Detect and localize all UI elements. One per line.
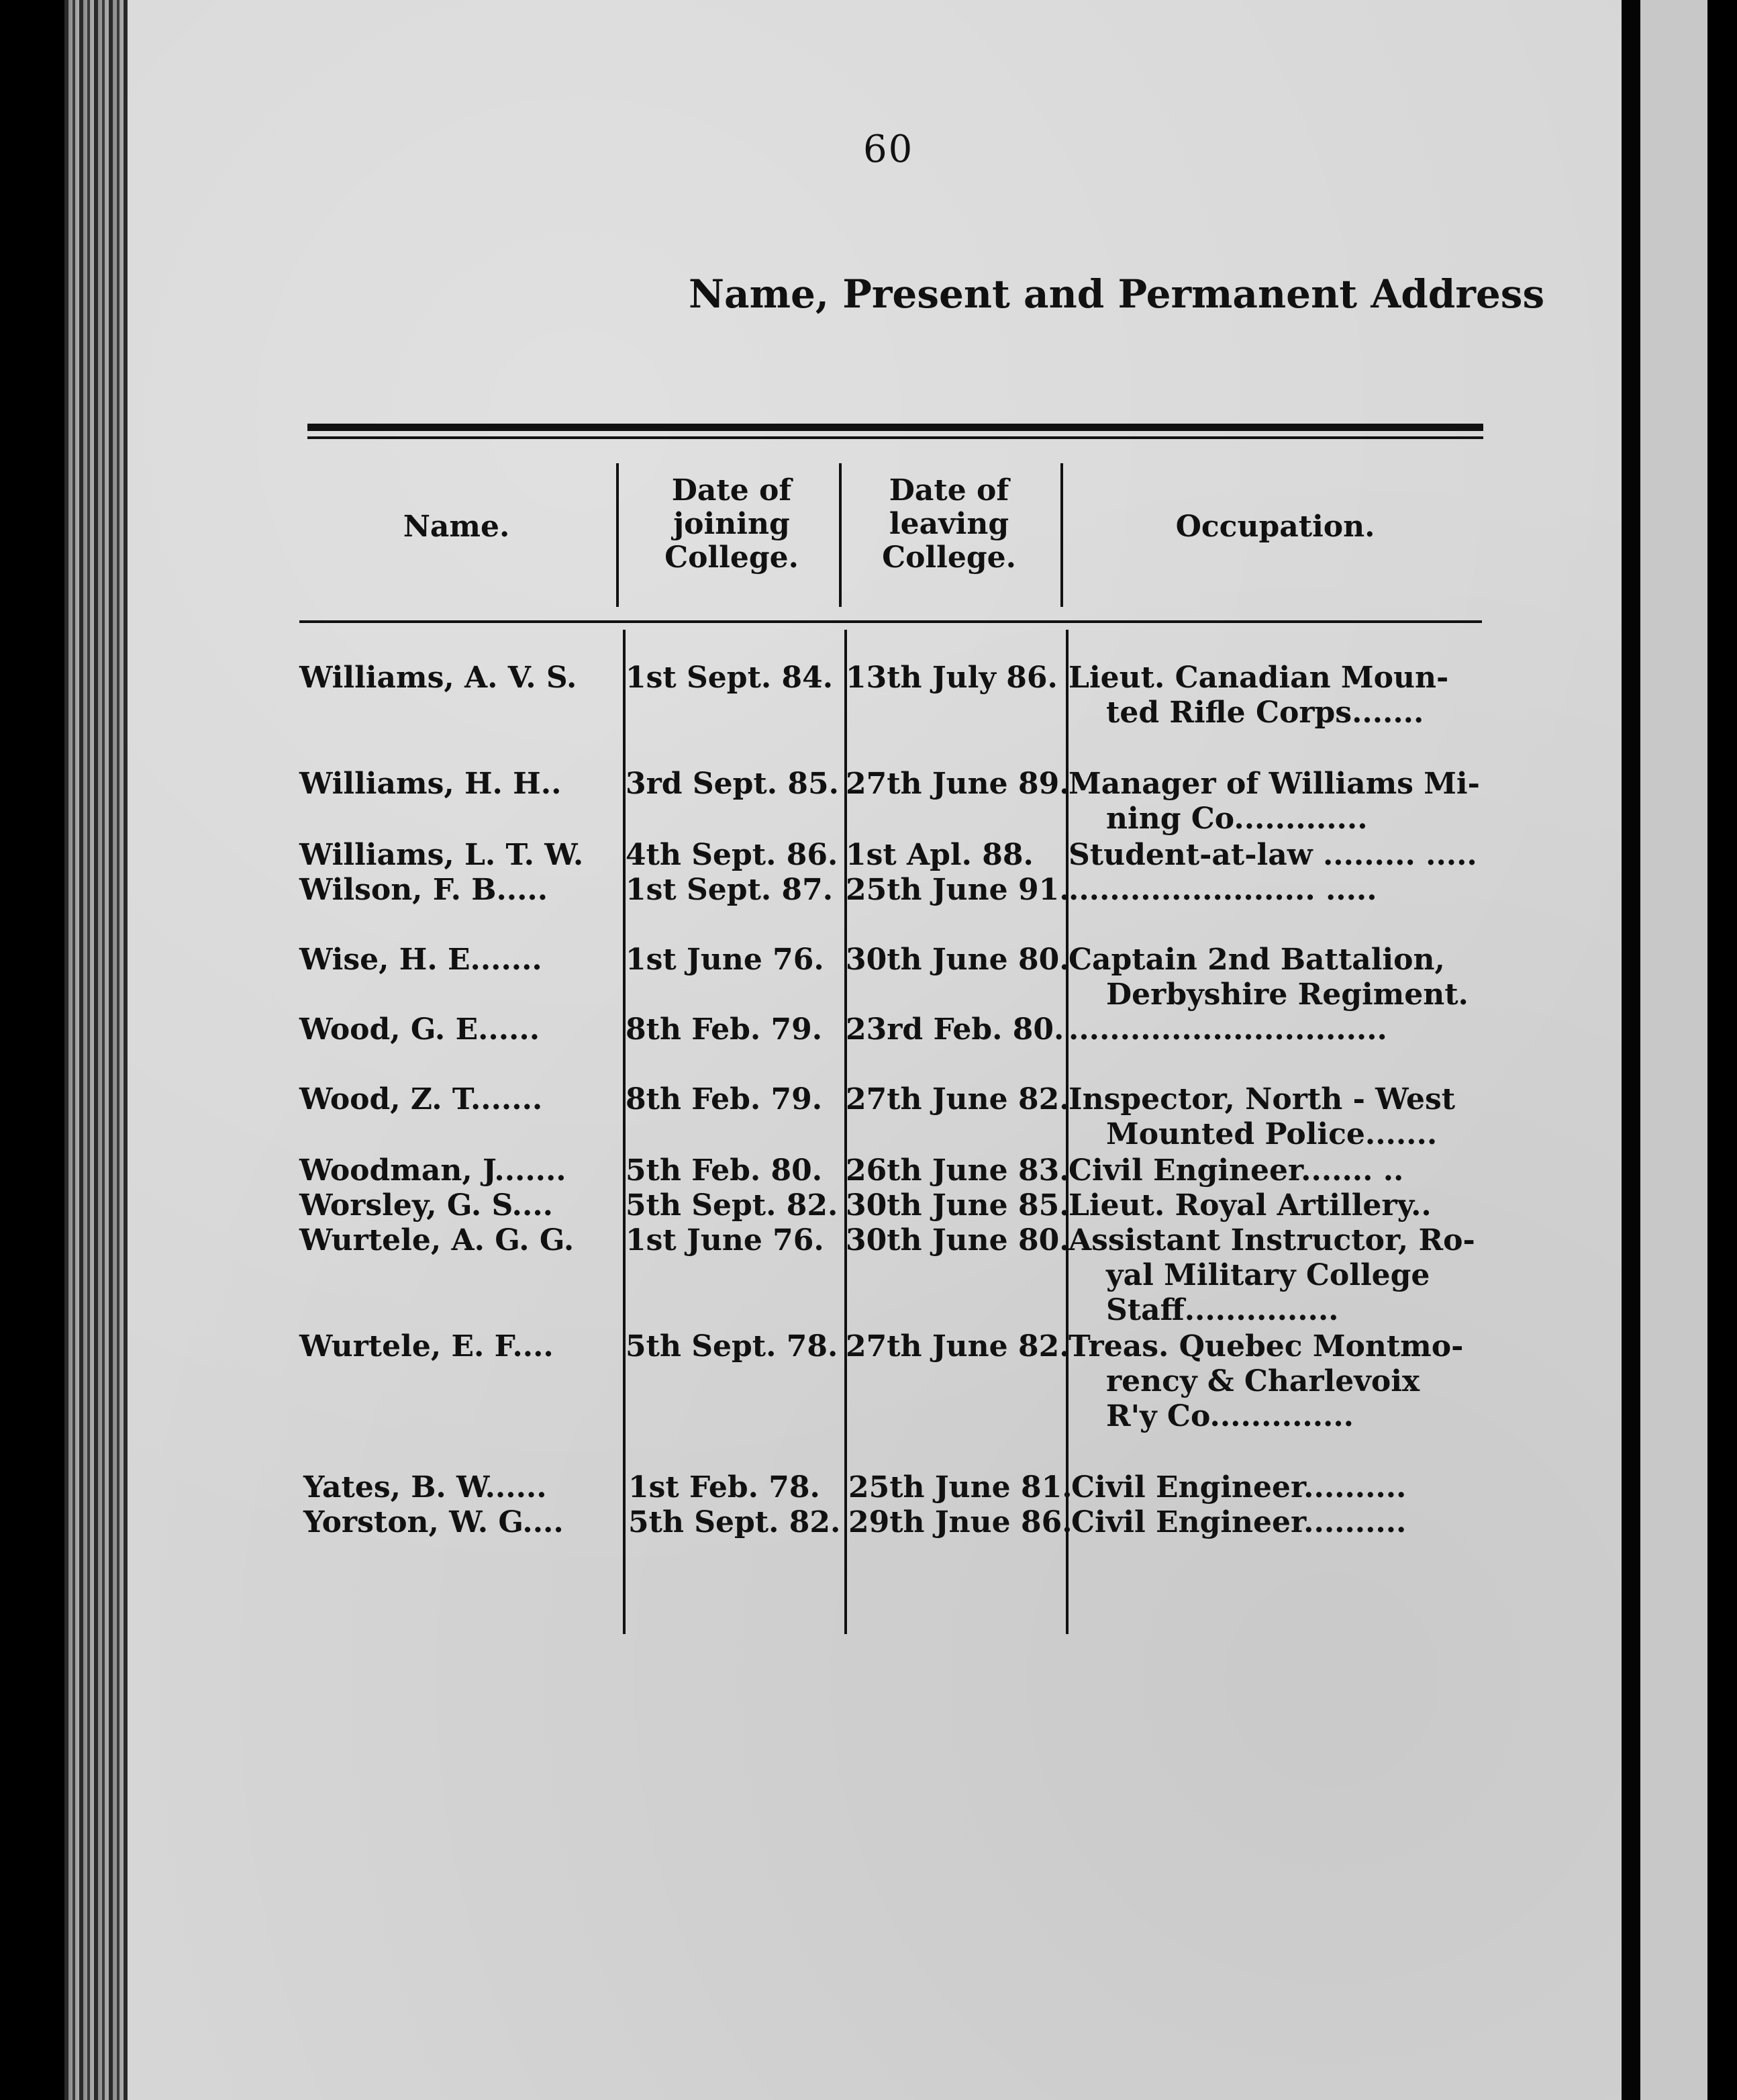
row-occupation <box>1069 943 1469 1012</box>
row-name: Yorston, W. G.... <box>303 1505 564 1539</box>
row-left: 30th June 85. <box>846 1188 1070 1223</box>
row-left: 1st Apl. 88. <box>846 838 1034 872</box>
row-joined: 8th Feb. 79. <box>626 1082 823 1116</box>
occupation-line: Manager of Williams Mi- <box>1069 767 1480 801</box>
row-occupation <box>1069 1153 1403 1188</box>
header-joined-line: College. <box>664 540 799 575</box>
occupation-line: ........................ ..... <box>1069 873 1377 907</box>
row-name: Williams, A. V. S. <box>299 661 577 695</box>
adjacent-page <box>1640 0 1707 2100</box>
header-divider <box>616 463 619 607</box>
header-joined-line: joining <box>673 507 790 541</box>
row-name: Wood, G. E...... <box>299 1012 540 1047</box>
row-left: 25th June 81. <box>848 1470 1073 1505</box>
row-left: 30th June 80. <box>846 1223 1070 1257</box>
occupation-line: Lieut. Royal Artillery.. <box>1069 1188 1432 1223</box>
row-joined: 5th Sept. 82. <box>628 1505 841 1539</box>
row-left: 30th June 80. <box>846 943 1070 977</box>
occupation-line: Derbyshire Regiment. <box>1106 977 1469 1012</box>
row-left: 27th June 89. <box>846 767 1070 801</box>
row-occupation <box>1069 1188 1432 1223</box>
row-name: Wood, Z. T....... <box>299 1082 543 1116</box>
occupation-line: yal Military College <box>1106 1258 1430 1292</box>
row-name: Wise, H. E....... <box>299 943 542 977</box>
header-occupation: Occupation. <box>1175 510 1375 544</box>
row-name: Wilson, F. B..... <box>299 873 548 907</box>
row-name: Worsley, G. S.... <box>299 1188 553 1223</box>
top-rule-thin <box>307 436 1483 439</box>
occupation-line: ted Rifle Corps....... <box>1106 696 1424 730</box>
row-occupation <box>1069 767 1480 837</box>
row-joined: 5th Feb. 80. <box>626 1153 823 1188</box>
header-left-line: Date of <box>889 473 1009 508</box>
header-rule <box>299 620 1482 623</box>
row-name: Yates, B. W...... <box>303 1470 547 1505</box>
row-occupation <box>1069 1082 1455 1152</box>
occupation-line: Assistant Instructor, Ro- <box>1069 1223 1475 1257</box>
row-left: 25th June 91. <box>846 873 1070 907</box>
row-left: 27th June 82. <box>846 1082 1070 1116</box>
occupation-line: R'y Co.............. <box>1106 1399 1354 1433</box>
occupation-line: Lieut. Canadian Moun- <box>1069 661 1449 695</box>
header-divider <box>839 463 842 607</box>
row-left: 26th June 83. <box>846 1153 1070 1188</box>
row-name: Woodman, J....... <box>299 1153 566 1188</box>
row-name: Wurtele, E. F.... <box>299 1329 554 1364</box>
occupation-line: Staff............... <box>1106 1293 1339 1327</box>
occupation-line: ............................... <box>1069 1012 1387 1047</box>
occupation-line: Treas. Quebec Montmo- <box>1069 1329 1464 1364</box>
row-joined: 1st June 76. <box>626 1223 824 1257</box>
row-occupation <box>1069 661 1448 730</box>
row-occupation <box>1071 1505 1406 1540</box>
row-joined: 5th Sept. 78. <box>626 1329 838 1364</box>
row-joined: 4th Sept. 86. <box>626 838 838 872</box>
row-occupation <box>1071 1470 1406 1505</box>
row-left: 23rd Feb. 80. <box>846 1012 1064 1047</box>
header-left-line: leaving <box>889 507 1009 541</box>
occupation-line: Mounted Police....... <box>1106 1117 1438 1151</box>
page-number: 60 <box>863 128 914 171</box>
row-name: Williams, L. T. W. <box>299 838 584 872</box>
book-spine <box>64 0 129 2100</box>
row-occupation <box>1069 873 1377 908</box>
row-joined: 1st Sept. 84. <box>626 661 834 695</box>
occupation-line: rency & Charlevoix <box>1106 1364 1420 1398</box>
row-occupation <box>1069 1223 1475 1328</box>
row-occupation <box>1069 838 1477 873</box>
row-joined: 5th Sept. 82. <box>626 1188 838 1223</box>
header-name: Name. <box>403 510 510 544</box>
header-left-line: College. <box>882 540 1016 575</box>
header-joined <box>631 474 832 575</box>
occupation-line: Civil Engineer....... .. <box>1069 1153 1404 1188</box>
page-edge <box>1622 0 1640 2100</box>
row-left: 29th Jnue 86. <box>848 1505 1073 1539</box>
row-joined: 1st June 76. <box>626 943 824 977</box>
row-joined: 3rd Sept. 85. <box>626 767 839 801</box>
header-divider <box>1060 463 1063 607</box>
row-joined: 8th Feb. 79. <box>626 1012 823 1047</box>
occupation-line: Captain 2nd Battalion, <box>1069 943 1445 977</box>
row-joined: 1st Sept. 87. <box>626 873 834 907</box>
occupation-line: ning Co............. <box>1106 802 1368 836</box>
top-rule <box>307 424 1483 431</box>
row-occupation <box>1069 1329 1463 1434</box>
occupation-line: Inspector, North - West <box>1069 1082 1456 1116</box>
occupation-line: Civil Engineer.......... <box>1071 1505 1407 1539</box>
header-left <box>848 474 1050 575</box>
row-left: 27th June 82. <box>846 1329 1070 1364</box>
row-joined: 1st Feb. 78. <box>628 1470 820 1505</box>
row-name: Williams, H. H.. <box>299 767 562 801</box>
occupation-line: Civil Engineer.......... <box>1071 1470 1407 1505</box>
row-left: 13th July 86. <box>846 661 1058 695</box>
occupation-line: Student-at-law ......... ..... <box>1069 838 1477 872</box>
row-name: Wurtele, A. G. G. <box>299 1223 575 1257</box>
header-joined-line: Date of <box>671 473 792 508</box>
row-occupation <box>1069 1012 1387 1047</box>
page-title: Name, Present and Permanent Address <box>689 271 1545 317</box>
